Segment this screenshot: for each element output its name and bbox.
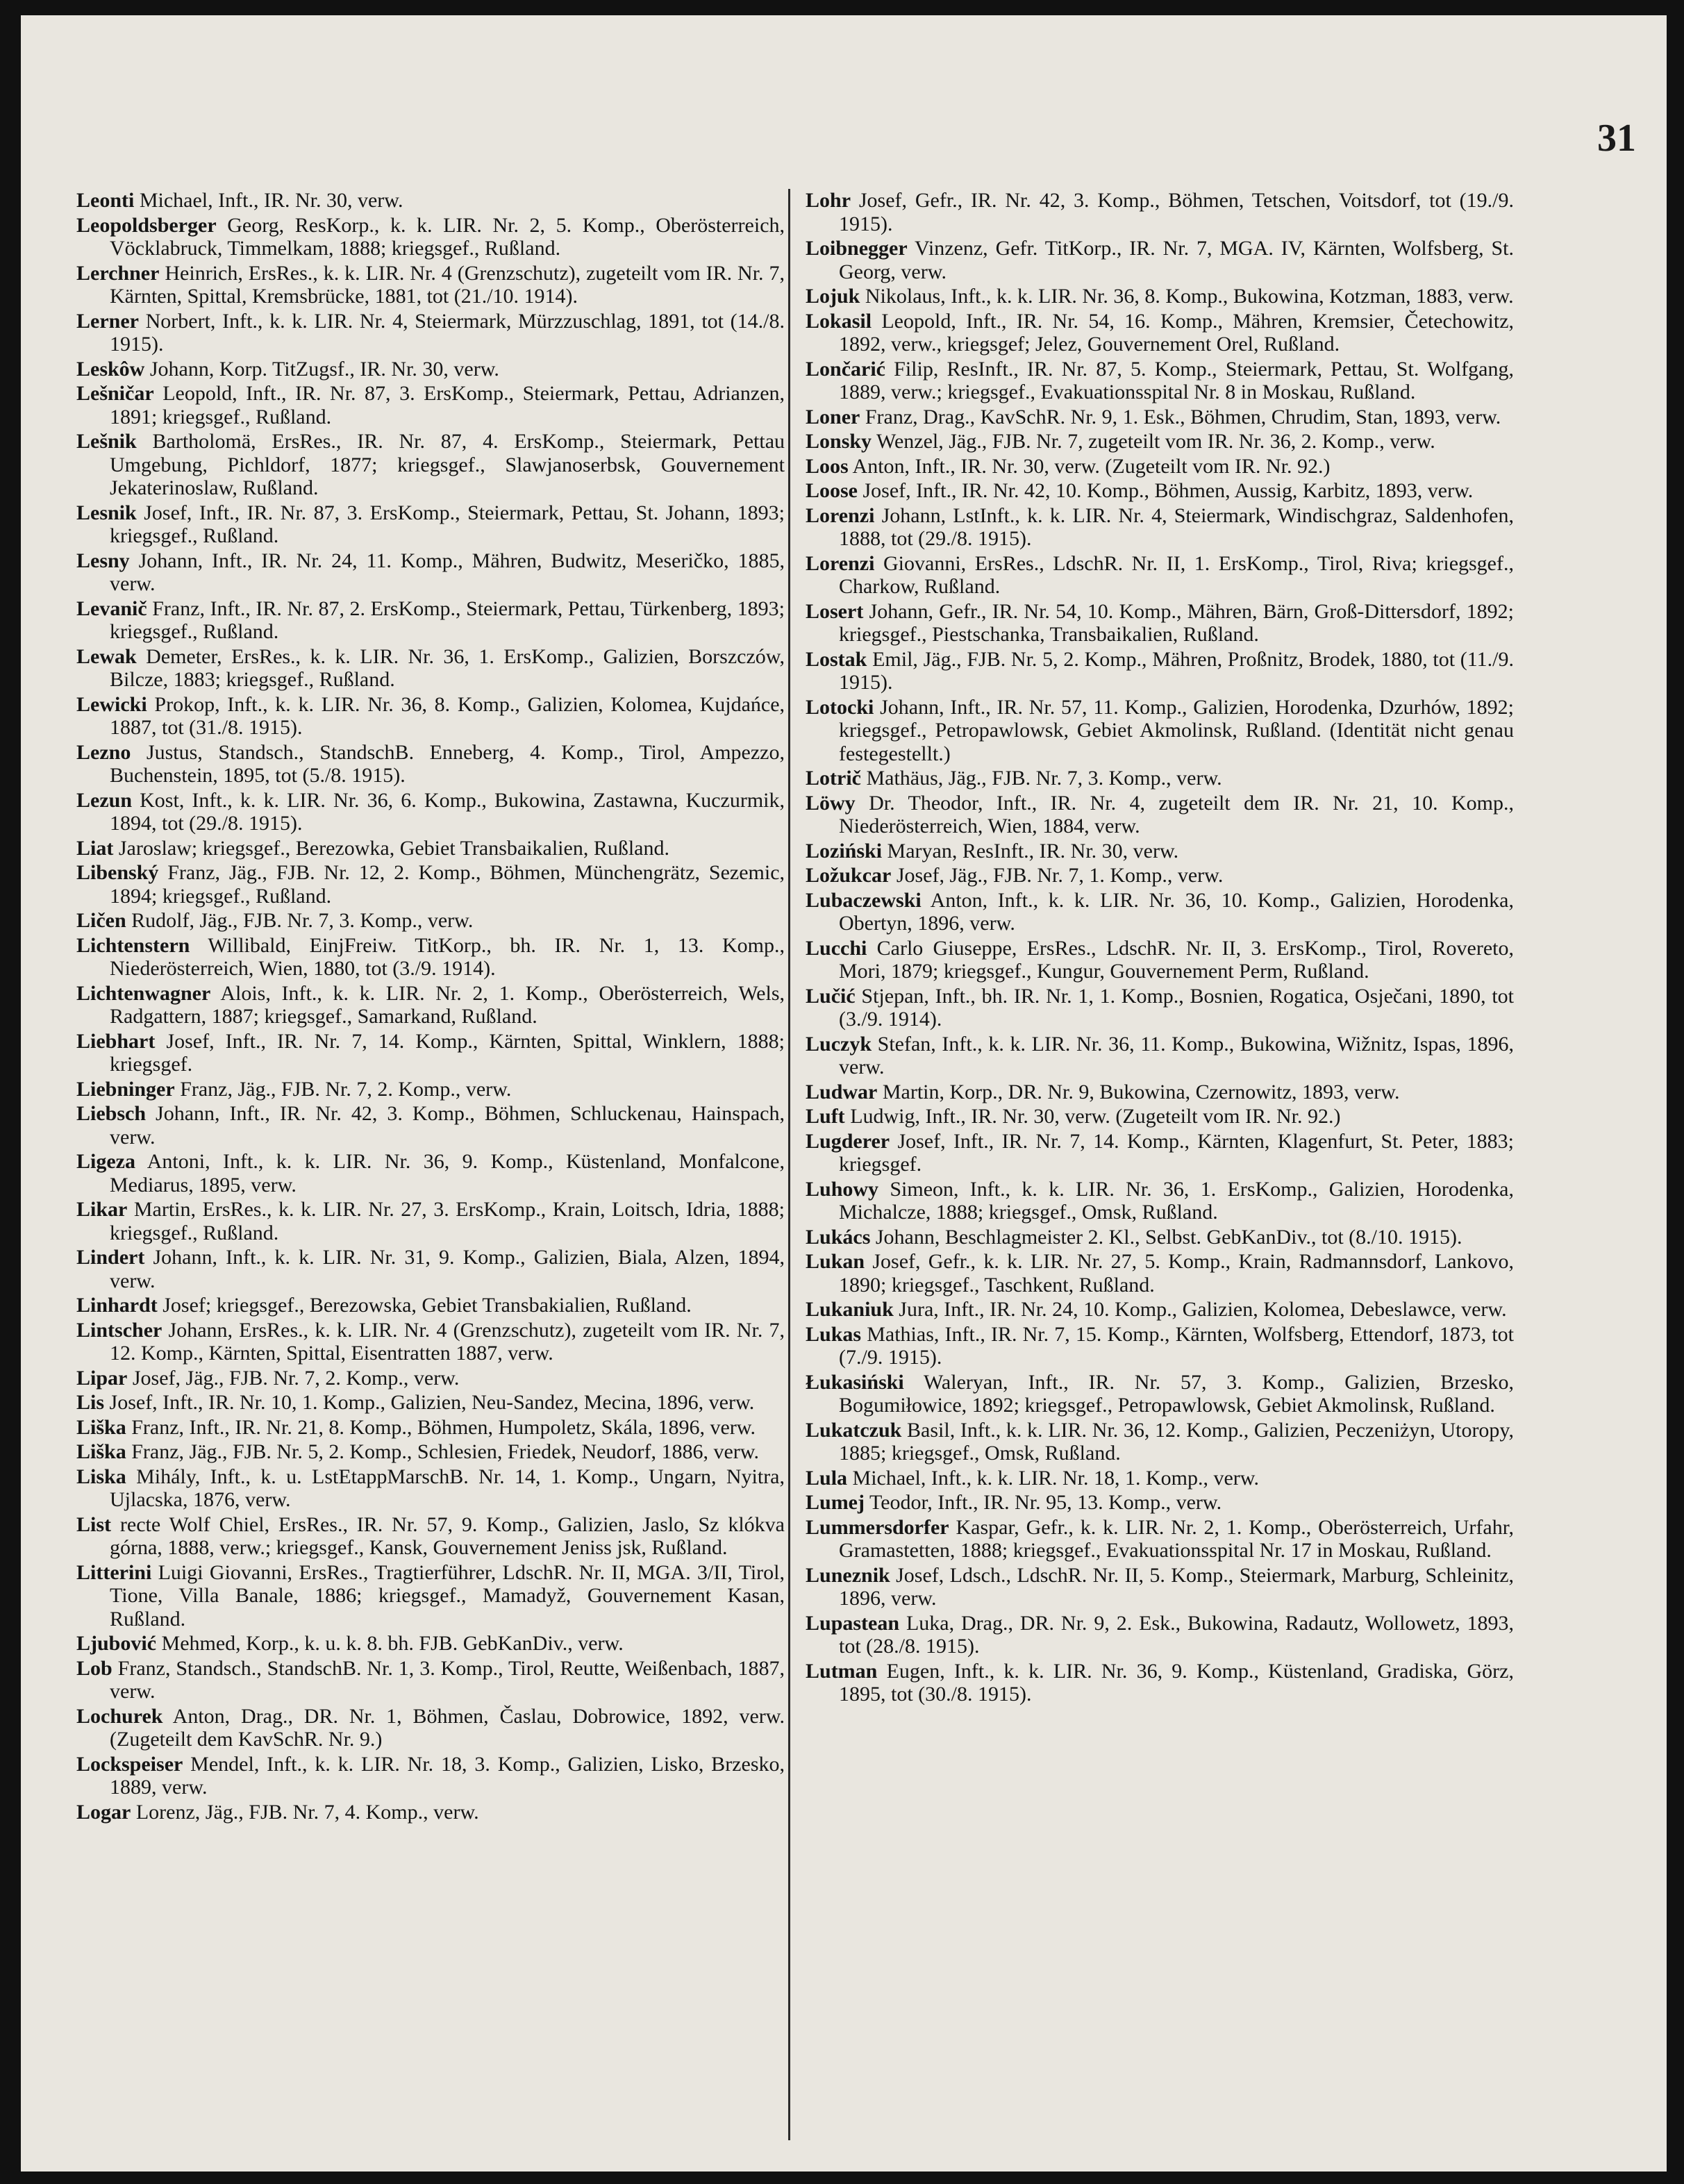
register-entry xyxy=(806,1660,1514,1706)
entry-details: Norbert, Inft., k. k. LIR. Nr. 4, Steiermark, Mürzzuschlag, 1891, tot (14./8. 1915). xyxy=(110,309,785,356)
register-entry xyxy=(806,1226,1514,1249)
register-entry xyxy=(76,597,785,644)
register-entry xyxy=(806,479,1514,503)
register-entry xyxy=(806,358,1514,404)
entry-surname: Leopoldsberger xyxy=(76,213,217,237)
entry-surname: Logar xyxy=(76,1800,131,1824)
entry-details: Filip, ResInft., IR. Nr. 87, 5. Komp., Steiermark, Pettau, St. Wolfgang, 1889, verw.; kriegsgef., Evakuationsspital Nr. 8 in Moskau, Rußland. xyxy=(839,357,1514,403)
register-entry xyxy=(806,864,1514,887)
entry-surname: Leonti xyxy=(76,189,135,212)
register-entry xyxy=(76,645,785,692)
entry-details: Martin, Korp., DR. Nr. 9, Bukowina, Czernowitz, 1893, verw. xyxy=(882,1080,1400,1103)
entry-details: Simeon, Inft., k. k. LIR. Nr. 36, 1. ErsKomp., Galizien, Horodenka, Michalcze, 1888; kriegsgef., Omsk, Rußland. xyxy=(839,1177,1514,1224)
register-entry xyxy=(76,1367,785,1390)
entry-surname: Likar xyxy=(76,1198,128,1221)
entry-surname: Lis xyxy=(76,1391,105,1414)
register-entry xyxy=(76,1150,785,1197)
entry-details: Josef; kriegsgef., Berezowska, Gebiet Transbakialien, Rußland. xyxy=(162,1294,692,1317)
entry-surname: Lupastean xyxy=(806,1611,900,1635)
entry-details: Dr. Theodor, Inft., IR. Nr. 4, zugeteilt dem IR. Nr. 21, 10. Komp., Niederösterreich, Wien, 1884, verw. xyxy=(839,791,1514,837)
register-entry xyxy=(806,430,1514,453)
entry-surname: Luft xyxy=(806,1105,845,1128)
entry-surname: Lucchi xyxy=(806,936,867,960)
entry-details: Luigi Giovanni, ErsRes., Tragtierführer, LdschR. Nr. II, MGA. 3/II, Tirol, Tione, Villa Banale, 1886; kriegsgef., Mamadyž, Gouvernement Kasan, Rußland. xyxy=(110,1560,785,1631)
entry-details: Ludwig, Inft., IR. Nr. 30, verw. (Zugeteilt vom IR. Nr. 92.) xyxy=(850,1105,1341,1128)
entry-details: Franz, Drag., KavSchR. Nr. 9, 1. Esk., Böhmen, Chrudim, Stan, 1893, verw. xyxy=(865,405,1501,428)
entry-details: Michael, Inft., IR. Nr. 30, verw. xyxy=(139,189,403,212)
register-entry xyxy=(76,1440,785,1464)
entry-details: Mihály, Inft., k. u. LstEtappMarschB. Nr. 14, 1. Komp., Ungarn, Nyitra, Ujlacska, 1876, verw. xyxy=(110,1465,785,1511)
entry-details: Teodor, Inft., IR. Nr. 95, 13. Komp., verw. xyxy=(869,1491,1222,1514)
entry-surname: Loner xyxy=(806,405,860,428)
entry-details: Kost, Inft., k. k. LIR. Nr. 36, 6. Komp., Bukowina, Zastawna, Kuczurmik, 1894, tot (29./8. 1915). xyxy=(110,788,785,835)
entry-surname: Libenský xyxy=(76,861,159,884)
entry-details: Johann, Inft., IR. Nr. 57, 11. Komp., Galizien, Horodenka, Dzurhów, 1892; kriegsgef., Petropawlowsk, Gebiet Akmolinsk, Rußland. (Identität nicht genau festegestellt.) xyxy=(839,695,1514,765)
scanned-page xyxy=(21,15,1667,2172)
entry-details: Nikolaus, Inft., k. k. LIR. Nr. 36, 8. Komp., Bukowina, Kotzman, 1883, verw. xyxy=(865,285,1514,308)
register-entry xyxy=(806,1323,1514,1369)
register-entry xyxy=(76,909,785,933)
register-entry xyxy=(76,1632,785,1656)
register-entry xyxy=(76,982,785,1028)
entry-surname: Liebhart xyxy=(76,1029,156,1053)
entry-surname: Liska xyxy=(76,1465,126,1488)
entry-surname: Lugderer xyxy=(806,1129,890,1153)
entry-surname: Loziński xyxy=(806,839,883,862)
entry-details: Franz, Jäg., FJB. Nr. 5, 2. Komp., Schlesien, Friedek, Neudorf, 1886, verw. xyxy=(131,1440,759,1463)
entry-details: Anton, Inft., IR. Nr. 30, verw. (Zugeteilt vom IR. Nr. 92.) xyxy=(852,454,1331,478)
register-entry xyxy=(806,552,1514,599)
entry-surname: Liška xyxy=(76,1440,126,1463)
register-entry xyxy=(806,1419,1514,1465)
entry-surname: Lukács xyxy=(806,1225,871,1249)
entry-details: Heinrich, ErsRes., k. k. LIR. Nr. 4 (Grenzschutz), zugeteilt vom IR. Nr. 7, Kärnten, Spittal, Kremsbrücke, 1881, tot (21./10. 1914). xyxy=(110,261,785,308)
entry-details: Stjepan, Inft., bh. IR. Nr. 1, 1. Komp., Bosnien, Rogatica, Osječani, 1890, tot (3./9. 1914). xyxy=(839,984,1514,1031)
register-entry xyxy=(76,358,785,381)
entry-surname: Luhowy xyxy=(806,1177,879,1201)
entry-surname: Ličen xyxy=(76,909,126,932)
entry-surname: Lummersdorfer xyxy=(806,1515,949,1539)
entry-surname: Liat xyxy=(76,836,114,860)
entry-surname: Lutman xyxy=(806,1659,878,1683)
entry-surname: Linhardt xyxy=(76,1294,158,1317)
register-entry xyxy=(806,1516,1514,1562)
entry-surname: Lukatczuk xyxy=(806,1418,902,1442)
entry-surname: Luczyk xyxy=(806,1032,872,1056)
entry-surname: Litterini xyxy=(76,1560,152,1584)
register-entry xyxy=(806,1130,1514,1176)
entry-surname: Lindert xyxy=(76,1246,145,1269)
entry-details: Josef, Jäg., FJB. Nr. 7, 2. Komp., verw. xyxy=(132,1366,460,1390)
entry-details: Josef, Inft., IR. Nr. 10, 1. Komp., Galizien, Neu-Sandez, Mecina, 1896, verw. xyxy=(109,1391,755,1414)
register-entry xyxy=(806,600,1514,647)
entry-details: Demeter, ErsRes., k. k. LIR. Nr. 36, 1. ErsKomp., Galizien, Borszczów, Bilcze, 1883; kriegsgef., Rußland. xyxy=(110,644,785,691)
entry-details: Josef, Gefr., IR. Nr. 42, 3. Komp., Böhmen, Tetschen, Voitsdorf, tot (19./9. 1915). xyxy=(839,189,1514,235)
left-column xyxy=(76,189,785,2161)
entry-surname: Ložukcar xyxy=(806,864,892,887)
entry-surname: Löwy xyxy=(806,791,856,815)
register-entry xyxy=(76,310,785,356)
entry-surname: Lorenzi xyxy=(806,551,875,575)
entry-details: Jura, Inft., IR. Nr. 24, 10. Komp., Galizien, Kolomea, Debeslawce, verw. xyxy=(899,1298,1507,1321)
entry-surname: Loibnegger xyxy=(806,237,908,260)
register-entry xyxy=(76,837,785,860)
register-entry xyxy=(76,1030,785,1076)
entry-surname: Lula xyxy=(806,1466,848,1490)
register-entry xyxy=(806,1250,1514,1297)
entry-details: recte Wolf Chiel, ErsRes., IR. Nr. 57, 9. Komp., Galizien, Jaslo, Sz klókva górna, 1888, verw.; kriegsgef., Kansk, Gouvernement Jeniss jsk, Rußland. xyxy=(110,1512,785,1559)
entry-details: Franz, Inft., IR. Nr. 21, 8. Komp., Böhmen, Humpoletz, Skála, 1896, verw. xyxy=(131,1415,756,1439)
entry-details: Johann, Inft., k. k. LIR. Nr. 31, 9. Komp., Galizien, Biala, Alzen, 1894, verw. xyxy=(110,1246,785,1292)
entry-surname: Lichtenwagner xyxy=(76,981,211,1005)
entry-surname: Ligeza xyxy=(76,1150,135,1173)
register-entry xyxy=(806,1178,1514,1224)
entry-details: Franz, Inft., IR. Nr. 87, 2. ErsKomp., Steiermark, Pettau, Türkenberg, 1893; kriegsgef., Rußland. xyxy=(110,597,785,643)
register-entry xyxy=(806,455,1514,478)
entry-surname: Loose xyxy=(806,479,858,502)
register-entry xyxy=(76,1465,785,1512)
entry-surname: Lokasil xyxy=(806,309,872,333)
page-number: 31 xyxy=(1597,117,1636,160)
entry-surname: Lešničar xyxy=(76,382,154,405)
register-entry xyxy=(806,840,1514,863)
entry-surname: Lučić xyxy=(806,984,856,1008)
entry-details: Josef, Jäg., FJB. Nr. 7, 1. Komp., verw. xyxy=(896,864,1224,887)
register-entry xyxy=(76,1246,785,1292)
register-entry xyxy=(76,189,785,212)
entry-details: Mehmed, Korp., k. u. k. 8. bh. FJB. GebKanDiv., verw. xyxy=(161,1632,624,1655)
entry-details: Waleryan, Inft., IR. Nr. 57, 3. Komp., Galizien, Brzesko, Bogumiłowice, 1892; kriegsgef., Petropawlowsk, Gebiet Akmolinsk, Rußland. xyxy=(839,1370,1514,1417)
entry-details: Prokop, Inft., k. k. LIR. Nr. 36, 8. Komp., Galizien, Kolomea, Kujdańce, 1887, tot (31./8. 1915). xyxy=(110,692,785,739)
entry-details: Johann, ErsRes., k. k. LIR. Nr. 4 (Grenzschutz), zugeteilt vom IR. Nr. 7, 12. Komp., Kärnten, Spittal, Eisentratten 1887, verw. xyxy=(110,1318,785,1365)
entry-surname: Lochurek xyxy=(76,1704,163,1728)
entry-surname: Łukasiński xyxy=(806,1370,904,1394)
entry-surname: Lockspeiser xyxy=(76,1752,183,1776)
register-entry xyxy=(76,1319,785,1365)
entry-surname: Lintscher xyxy=(76,1318,162,1342)
entry-surname: Lotrič xyxy=(806,767,861,790)
entry-surname: Lukaniuk xyxy=(806,1298,894,1321)
entry-details: Alois, Inft., k. k. LIR. Nr. 2, 1. Komp., Oberösterreich, Wels, Radgattern, 1887; kriegsgef., Samarkand, Rußland. xyxy=(110,981,785,1028)
entry-surname: Liebsch xyxy=(76,1102,147,1125)
register-entry xyxy=(806,237,1514,283)
register-entry xyxy=(806,1564,1514,1610)
entry-details: Mathias, Inft., IR. Nr. 7, 15. Komp., Kärnten, Wolfsberg, Ettendorf, 1873, tot (7./9. 1915). xyxy=(839,1322,1514,1369)
entry-surname: Lonsky xyxy=(806,430,872,453)
entry-details: Mathäus, Jäg., FJB. Nr. 7, 3. Komp., verw. xyxy=(866,767,1222,790)
entry-surname: Loos xyxy=(806,454,849,478)
entry-surname: Losert xyxy=(806,599,864,623)
register-entry xyxy=(76,1416,785,1440)
register-entry xyxy=(76,861,785,908)
entry-details: Johann, LstInft., k. k. LIR. Nr. 4, Steiermark, Windischgraz, Saldenhofen, 1888, tot (29./8. 1915). xyxy=(839,503,1514,550)
entry-surname: Lohr xyxy=(806,189,851,212)
register-entry xyxy=(806,285,1514,308)
entry-details: Johann, Inft., IR. Nr. 42, 3. Komp., Böhmen, Schluckenau, Hainspach, verw. xyxy=(110,1102,785,1149)
register-entry xyxy=(806,504,1514,551)
entry-details: Johann, Beschlagmeister 2. Kl., Selbst. GebKanDiv., tot (8./10. 1915). xyxy=(875,1225,1462,1249)
entry-surname: Lukan xyxy=(806,1250,865,1273)
entry-surname: Lerner xyxy=(76,309,139,333)
entry-surname: Lotocki xyxy=(806,695,874,719)
entry-details: Lorenz, Jäg., FJB. Nr. 7, 4. Komp., verw. xyxy=(135,1800,479,1824)
entry-surname: Lešnik xyxy=(76,430,137,453)
register-entry xyxy=(806,696,1514,766)
register-entry xyxy=(76,262,785,308)
register-entry xyxy=(806,1371,1514,1417)
entry-surname: Lesnik xyxy=(76,501,137,524)
entry-surname: Leskôw xyxy=(76,357,145,381)
entry-details: Stefan, Inft., k. k. LIR. Nr. 36, 11. Komp., Bukowina, Wižnitz, Ispas, 1896, verw. xyxy=(839,1032,1514,1078)
entry-details: Josef, Ldsch., LdschR. Nr. II, 5. Komp., Steiermark, Marburg, Schleinitz, 1896, verw. xyxy=(839,1563,1514,1610)
entry-details: Anton, Inft., k. k. LIR. Nr. 36, 10. Komp., Galizien, Horodenka, Obertyn, 1896, verw. xyxy=(839,888,1514,935)
entry-surname: Ludwar xyxy=(806,1080,878,1103)
entry-details: Johann, Korp. TitZugsf., IR. Nr. 30, verw. xyxy=(149,357,499,381)
entry-surname: Lezun xyxy=(76,788,133,812)
register-entry xyxy=(806,1467,1514,1490)
register-entry xyxy=(76,1753,785,1799)
entry-surname: Lerchner xyxy=(76,261,160,285)
entry-details: Emil, Jäg., FJB. Nr. 5, 2. Komp., Mähren, Proßnitz, Brodek, 1880, tot (11./9. 1915). xyxy=(839,647,1514,694)
register-entry xyxy=(806,767,1514,790)
entry-surname: Lukas xyxy=(806,1322,862,1346)
register-entry xyxy=(76,1078,785,1101)
register-entry xyxy=(806,792,1514,838)
right-column xyxy=(806,189,1514,2161)
register-entry xyxy=(806,1033,1514,1079)
entry-details: Leopold, Inft., IR. Nr. 87, 3. ErsKomp., Steiermark, Pettau, Adrianzen, 1891; kriegsgef., Rußland. xyxy=(110,382,785,428)
entry-details: Carlo Giuseppe, ErsRes., LdschR. Nr. II, 3. ErsKomp., Tirol, Rovereto, Mori, 1879; kriegsgef., Kungur, Gouvernement Perm, Rußland. xyxy=(839,936,1514,983)
entry-details: Bartholomä, ErsRes., IR. Nr. 87, 4. ErsKomp., Steiermark, Pettau Umgebung, Pichldorf, 1877; kriegsgef., Slawjanoserbsk, Gouvernement Jekaterinoslaw, Rußland. xyxy=(110,430,785,499)
entry-details: Wenzel, Jäg., FJB. Nr. 7, zugeteilt vom IR. Nr. 36, 2. Komp., verw. xyxy=(876,430,1435,453)
register-entry xyxy=(76,1391,785,1415)
entry-details: Josef, Gefr., k. k. LIR. Nr. 27, 5. Komp., Krain, Radmannsdorf, Lankovo, 1890; kriegsgef., Taschkent, Rußland. xyxy=(839,1250,1514,1297)
entry-details: Michael, Inft., k. k. LIR. Nr. 18, 1. Komp., verw. xyxy=(852,1466,1259,1490)
register-entry xyxy=(806,1081,1514,1104)
entry-details: Kaspar, Gefr., k. k. LIR. Nr. 2, 1. Komp., Oberösterreich, Urfahr, Gramastetten, 1888; kriegsgef., Evakuationsspital Nr. 17 in Moskau, Rußland. xyxy=(839,1515,1514,1562)
entry-surname: Lesny xyxy=(76,549,130,572)
entry-surname: Lorenzi xyxy=(806,503,875,527)
register-entry xyxy=(76,1561,785,1631)
register-entry xyxy=(76,501,785,548)
register-entry xyxy=(76,789,785,835)
register-entry xyxy=(806,1105,1514,1128)
entry-surname: Levanič xyxy=(76,597,147,620)
column-divider xyxy=(788,189,790,2140)
entry-surname: Lončarić xyxy=(806,357,885,381)
entry-details: Franz, Jäg., FJB. Nr. 12, 2. Komp., Böhmen, Münchengrätz, Sezemic, 1894; kriegsgef., Rußland. xyxy=(110,861,785,908)
entry-details: Anton, Drag., DR. Nr. 1, Böhmen, Časlau, Dobrowice, 1892, verw. (Zugeteilt dem KavSchR. Nr. 9.) xyxy=(110,1704,785,1751)
entry-details: Giovanni, ErsRes., LdschR. Nr. II, 1. ErsKomp., Tirol, Riva; kriegsgef., Charkow, Rußland. xyxy=(839,551,1514,598)
entry-surname: Lojuk xyxy=(806,285,860,308)
register-entry xyxy=(76,1198,785,1244)
register-entry xyxy=(806,1612,1514,1658)
register-entry xyxy=(76,741,785,787)
register-entry xyxy=(76,430,785,500)
entry-surname: Lichtenstern xyxy=(76,933,190,957)
register-entry xyxy=(806,310,1514,356)
entry-surname: Lipar xyxy=(76,1366,128,1390)
register-entry xyxy=(76,214,785,260)
entry-details: Maryan, ResInft., IR. Nr. 30, verw. xyxy=(887,839,1179,862)
register-entry xyxy=(76,382,785,428)
entry-surname: Lewicki xyxy=(76,692,147,716)
register-entry xyxy=(76,1801,785,1824)
entry-surname: List xyxy=(76,1512,112,1536)
entry-details: Leopold, Inft., IR. Nr. 54, 16. Komp., Mähren, Kremsier, Četechowitz, 1892, verw., kriegsgef; Jelez, Gouvernement Orel, Rußland. xyxy=(839,309,1514,356)
register-entry xyxy=(76,1513,785,1560)
entry-details: Willibald, EinjFreiw. TitKorp., bh. IR. Nr. 1, 13. Komp., Niederösterreich, Wien, 1880, tot (3./9. 1914). xyxy=(110,933,785,980)
entry-details: Justus, Standsch., StandschB. Enneberg, 4. Komp., Tirol, Ampezzo, Buchenstein, 1895, tot (5./8. 1915). xyxy=(110,740,785,787)
register-entry xyxy=(76,1294,785,1317)
entry-details: Jaroslaw; kriegsgef., Berezowka, Gebiet Transbaikalien, Rußland. xyxy=(118,836,669,860)
entry-surname: Liebninger xyxy=(76,1077,175,1101)
entry-details: Johann, Inft., IR. Nr. 24, 11. Komp., Mähren, Budwitz, Meseričko, 1885, verw. xyxy=(110,549,785,595)
register-entry xyxy=(806,189,1514,235)
entry-surname: Liška xyxy=(76,1415,126,1439)
entry-details: Vinzenz, Gefr. TitKorp., IR. Nr. 7, MGA. IV, Kärnten, Wolfsberg, St. Georg, verw. xyxy=(839,237,1514,283)
register-entry xyxy=(76,934,785,981)
register-entry xyxy=(806,1298,1514,1322)
register-entry xyxy=(76,1657,785,1703)
entry-details: Georg, ResKorp., k. k. LIR. Nr. 2, 5. Komp., Oberösterreich, Vöcklabruck, Timmelkam, 1888; kriegsgef., Rußland. xyxy=(110,213,785,260)
entry-details: Franz, Standsch., StandschB. Nr. 1, 3. Komp., Tirol, Reutte, Weißenbach, 1887, verw. xyxy=(110,1656,785,1703)
entry-surname: Lostak xyxy=(806,647,867,671)
register-entry xyxy=(76,1102,785,1149)
entry-details: Mendel, Inft., k. k. LIR. Nr. 18, 3. Komp., Galizien, Lisko, Brzesko, 1889, verw. xyxy=(110,1752,785,1799)
entry-details: Josef, Inft., IR. Nr. 7, 14. Komp., Kärnten, Klagenfurt, St. Peter, 1883; kriegsgef. xyxy=(839,1129,1514,1176)
entry-details: Josef, Inft., IR. Nr. 7, 14. Komp., Kärnten, Spittal, Winklern, 1888; kriegsgef. xyxy=(110,1029,785,1076)
entry-details: Martin, ErsRes., k. k. LIR. Nr. 27, 3. ErsKomp., Krain, Loitsch, Idria, 1888; kriegsgef., Rußland. xyxy=(110,1198,785,1244)
entry-surname: Lezno xyxy=(76,740,131,764)
entry-surname: Lubaczewski xyxy=(806,888,922,912)
register-entry xyxy=(806,889,1514,935)
register-entry xyxy=(806,648,1514,694)
register-entry xyxy=(76,1705,785,1751)
entry-details: Basil, Inft., k. k. LIR. Nr. 36, 12. Komp., Galizien, Peczeniżyn, Utoropy, 1885; kriegsgef., Omsk, Rußland. xyxy=(839,1418,1514,1465)
entry-surname: Lumej xyxy=(806,1491,865,1514)
register-entry xyxy=(76,549,785,596)
register-entry xyxy=(806,937,1514,983)
entry-details: Franz, Jäg., FJB. Nr. 7, 2. Komp., verw. xyxy=(180,1077,512,1101)
entry-details: Rudolf, Jäg., FJB. Nr. 7, 3. Komp., verw. xyxy=(131,909,474,932)
entry-surname: Lewak xyxy=(76,644,137,668)
entry-details: Josef, Inft., IR. Nr. 87, 3. ErsKomp., Steiermark, Pettau, St. Johann, 1893; kriegsgef., Rußland. xyxy=(110,501,785,547)
register-entry xyxy=(806,985,1514,1031)
entry-details: Antoni, Inft., k. k. LIR. Nr. 36, 9. Komp., Küstenland, Monfalcone, Mediarus, 1895, verw. xyxy=(110,1150,785,1197)
entry-details: Luka, Drag., DR. Nr. 9, 2. Esk., Bukowina, Radautz, Wollowetz, 1893, tot (28./8. 1915). xyxy=(839,1611,1514,1658)
entry-surname: Luneznik xyxy=(806,1563,890,1587)
register-entry xyxy=(806,406,1514,429)
register-entry xyxy=(806,1491,1514,1515)
entry-details: Josef, Inft., IR. Nr. 42, 10. Komp., Böhmen, Aussig, Karbitz, 1893, verw. xyxy=(862,479,1474,502)
entry-surname: Lob xyxy=(76,1656,112,1680)
register-entry xyxy=(76,693,785,740)
entry-details: Johann, Gefr., IR. Nr. 54, 10. Komp., Mähren, Bärn, Groß-Dittersdorf, 1892; kriegsgef., Piestschanka, Transbaikalien, Rußland. xyxy=(839,599,1514,646)
entry-details: Eugen, Inft., k. k. LIR. Nr. 36, 9. Komp., Küstenland, Gradiska, Görz, 1895, tot (30./8. 1915). xyxy=(839,1659,1514,1706)
entry-surname: Ljubović xyxy=(76,1632,157,1655)
